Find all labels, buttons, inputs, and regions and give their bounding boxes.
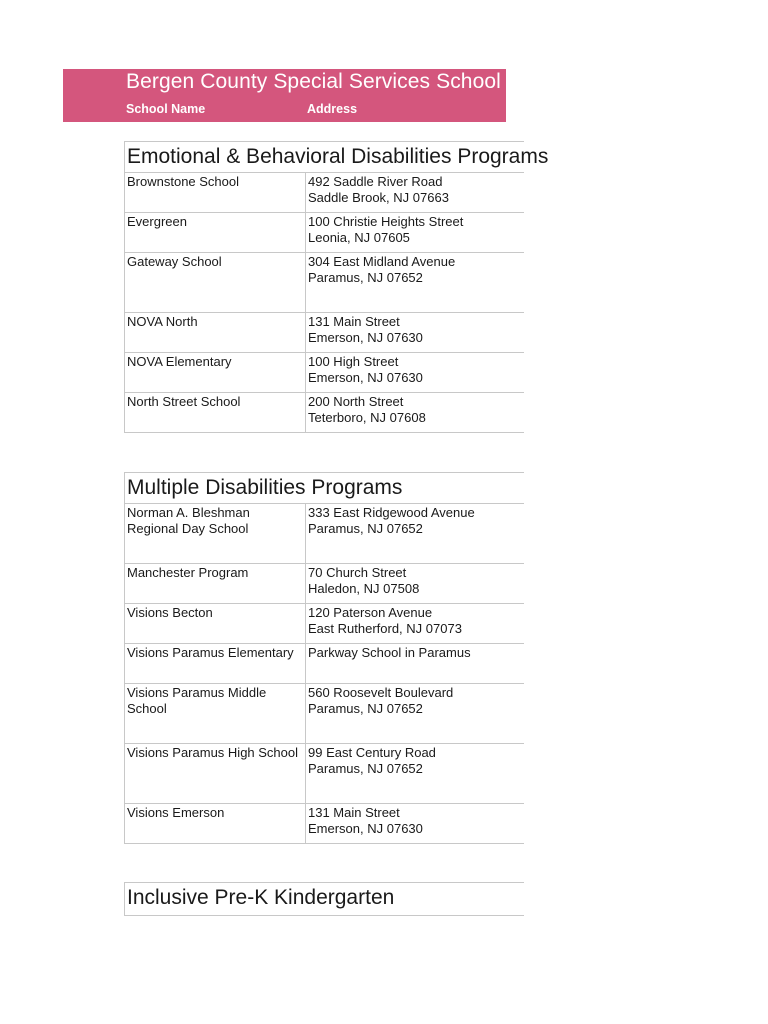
address-cell: 131 Main Street Emerson, NJ 07630 <box>308 805 423 836</box>
address-cell: 200 North Street Teterboro, NJ 07608 <box>308 394 426 425</box>
address-cell: 100 High Street Emerson, NJ 07630 <box>308 354 423 385</box>
school-name-cell: Gateway School <box>125 253 306 312</box>
school-name-cell: Visions Paramus High School <box>125 744 306 803</box>
table-row <box>125 804 524 844</box>
table-row <box>125 173 524 213</box>
section-title: Inclusive Pre-K Kindergarten <box>124 882 524 916</box>
address-cell: 304 East Midland Avenue Paramus, NJ 07652 <box>308 254 456 285</box>
table-row <box>125 313 524 353</box>
header-banner <box>63 69 592 122</box>
school-name-cell: NOVA Elementary <box>125 353 306 392</box>
table-row <box>125 604 524 644</box>
school-table <box>124 504 524 844</box>
school-name-cell: NOVA North <box>125 313 306 352</box>
address-cell: 492 Saddle River Road Saddle Brook, NJ 07663 <box>308 174 449 205</box>
address-cell: Parkway School in Paramus <box>308 645 471 660</box>
address-cell: 560 Roosevelt Boulevard Paramus, NJ 07652 <box>308 685 454 716</box>
document-title: Bergen County Special Services School Directory <box>126 70 592 93</box>
address-cell: 120 Paterson Avenue East Rutherford, NJ 07073 <box>308 605 462 636</box>
address-cell: 131 Main Street Emerson, NJ 07630 <box>308 314 423 345</box>
table-row <box>125 684 524 744</box>
column-header-address: Address <box>307 102 358 116</box>
school-name-cell: Norman A. Bleshman Regional Day School <box>125 504 306 563</box>
school-table <box>124 173 524 433</box>
section-title: Emotional & Behavioral Disabilities Programs <box>124 141 524 173</box>
section-inclusive-prek <box>124 882 524 916</box>
school-name-cell: Manchester Program <box>125 564 306 603</box>
table-row <box>125 353 524 393</box>
school-name-cell: North Street School <box>125 393 306 432</box>
table-row <box>125 253 524 313</box>
school-name-cell: Visions Becton <box>125 604 306 643</box>
section-title: Multiple Disabilities Programs <box>124 472 524 504</box>
table-row <box>125 213 524 253</box>
column-header-school-name: School Name <box>126 102 206 116</box>
school-name-cell: Brownstone School <box>125 173 306 212</box>
school-name-cell: Evergreen <box>125 213 306 252</box>
school-name-cell: Visions Emerson <box>125 804 306 843</box>
table-row <box>125 744 524 804</box>
address-cell: 333 East Ridgewood Avenue Paramus, NJ 07652 <box>308 505 475 536</box>
address-cell: 70 Church Street Haledon, NJ 07508 <box>308 565 420 596</box>
school-name-cell: Visions Paramus Elementary <box>125 644 306 683</box>
address-cell: 99 East Century Road Paramus, NJ 07652 <box>308 745 436 776</box>
section-emotional-behavioral <box>124 141 549 433</box>
table-row <box>125 504 524 564</box>
school-name-cell: Visions Paramus Middle School <box>125 684 306 743</box>
table-row <box>125 393 524 433</box>
section-multiple-disabilities <box>124 472 524 844</box>
table-row <box>125 644 524 684</box>
table-row <box>125 564 524 604</box>
address-cell: 100 Christie Heights Street Leonia, NJ 07605 <box>308 214 464 245</box>
